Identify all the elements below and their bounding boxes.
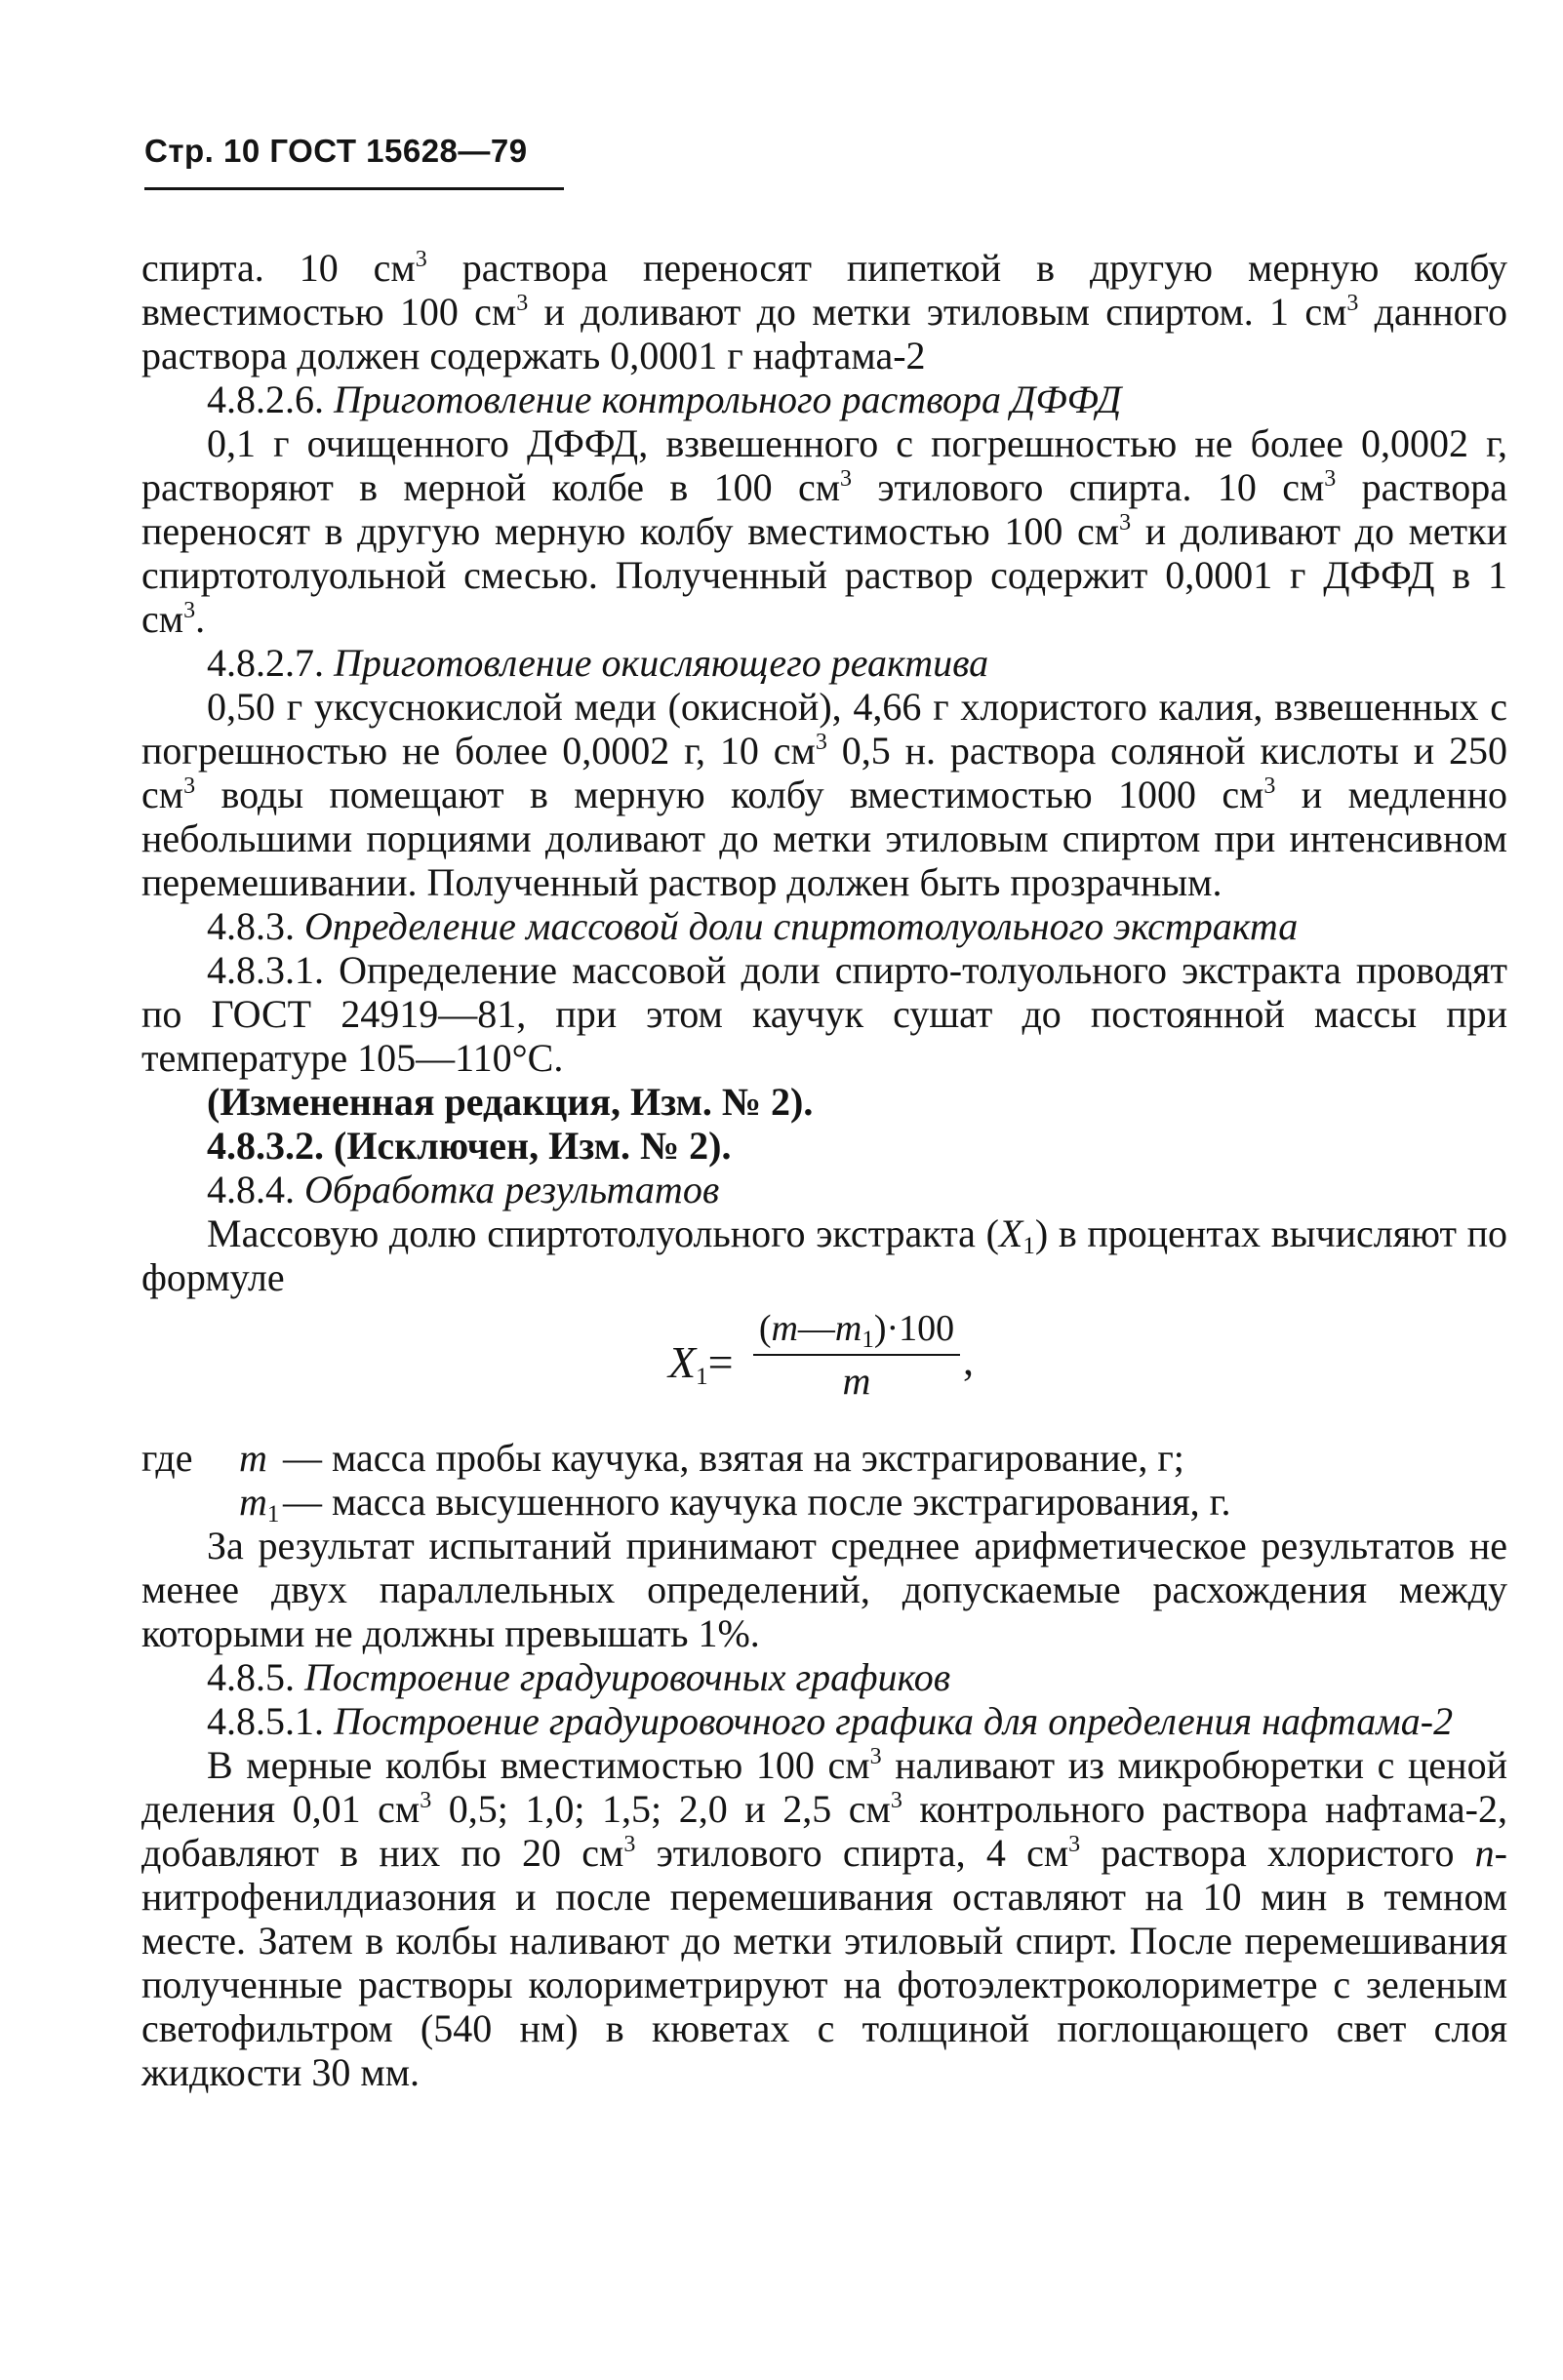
paragraph-calibration: В мерные колбы вместимостью 100 $см^3$ наливают из микробюретки с ценой деления 0,01 $см^3$ 0,5; 1,0; 1,5; 2,0 и 2,5 $см^3$ контрольного раствора нафтама-2, добавляют в них по 20 $см^3$ этилового спирта, 4 $см^3$ раствора хлористого n-нитрофенилдиазония и после перемешивания оставляют на 10 мин в темном месте. Затем в колбы наливают до метки этиловый спирт. После перемешивания полученные растворы колориметрируют на фотоэлектроколориметре с зеленым светофильтром (540 нм) в кюветах с толщиной поглощающего свет слоя жидкости 30 мм. <box>141 1743 1507 2094</box>
paragraph-formula-intro: Массовую долю спиртотолуольного экстракта $(X_1)$ в процентах вычисляют по формуле <box>141 1211 1508 1299</box>
section-heading-484: 4.8.4. Обработка результатов <box>207 1168 720 1211</box>
paragraph-result: За результат испытаний принимают среднее арифметическое результатов не менее двух параллельных определений, допускаемые расхождения между которыми не должны превышать 1%. <box>141 1524 1507 1655</box>
paragraph-reagent: 0,50 г уксуснокислой меди (окисной), 4,66 г хлористого калия, взвешенных с погрешностью не более 0,0002 г, 10 $см^3$ 0,5 н. раствора соляной кислоты и 250 $см^3$ воды помещают в мерную колбу вместимостью 1000 $см^3$ и медленно небольшими порциями доливают до метки этиловым спиртом при интенсивном перемешивании. Полученный раствор должен быть прозрачным. <box>141 685 1508 904</box>
formula-x1: $X_1=$ $(m—m_1)\cdot 100$ m , <box>668 1308 974 1403</box>
paragraph-dffd: 0,1 г очищенного ДФФД, взвешенного с погрешностью не более 0,0002 г, растворяют в мерной колбе в 100 $см^3$ этилового спирта. 10 $см^3$ раствора переносят в другую мерную колбу вместимостью 100 $см^3$ и доливают до метки спиртотолуольной смесью. Полученный раствор содержит 0,0001 г ДФФД в 1 $см^3$. <box>141 421 1507 641</box>
paragraph-continuation: спирта. 10 $см^3$ раствора переносят пипеткой в другую мерную колбу вместимостью 100 $см^3$ и доливают до метки этиловым спиртом. 1 $см^3$ данного раствора должен содержать 0,0001 г нафтама-2 <box>141 246 1508 377</box>
section-heading-485: 4.8.5. Построение градуировочных графиков <box>207 1655 951 1699</box>
formula-fraction <box>753 1307 960 1403</box>
section-heading-4827: 4.8.2.7. Приготовление окисляющего реактива <box>207 641 989 685</box>
header-rule <box>144 187 564 190</box>
where-m: где m — масса пробы каучука, взятая на экстрагирование, г; <box>141 1436 1184 1480</box>
page-header: Стр. 10 ГОСТ 15628—79 <box>144 133 528 169</box>
document-body <box>141 246 1507 2094</box>
formula-lhs: $X_1=$ <box>668 1337 734 1390</box>
section-heading-483: 4.8.3. Определение массовой доли спиртотолуольного экстракта <box>207 904 1299 948</box>
formula-numerator: $(m—m_1)\cdot 100$ <box>758 1308 955 1353</box>
fraction-bar <box>753 1354 960 1356</box>
where-m1: $m_1$ — масса высушенного каучука после экстрагирования, г. <box>239 1480 1231 1527</box>
amendment-note: (Измененная редакция, Изм. № 2). <box>207 1080 814 1124</box>
section-heading-4851: 4.8.5.1. Построение градуировочного графика для определения нафтама-2 <box>207 1699 1454 1743</box>
section-heading-4826: 4.8.2.6. Приготовление контрольного раствора ДФФД <box>207 377 1122 421</box>
amendment-excluded: 4.8.3.2. (Исключен, Изм. № 2). <box>207 1124 732 1168</box>
paragraph-4831: 4.8.3.1. Определение массовой доли спирто-толуольного экстракта проводят по ГОСТ 24919—81, при этом каучук сушат до постоянной массы при температуре 105—110°С. <box>141 948 1507 1080</box>
formula-denominator: m <box>842 1359 871 1403</box>
